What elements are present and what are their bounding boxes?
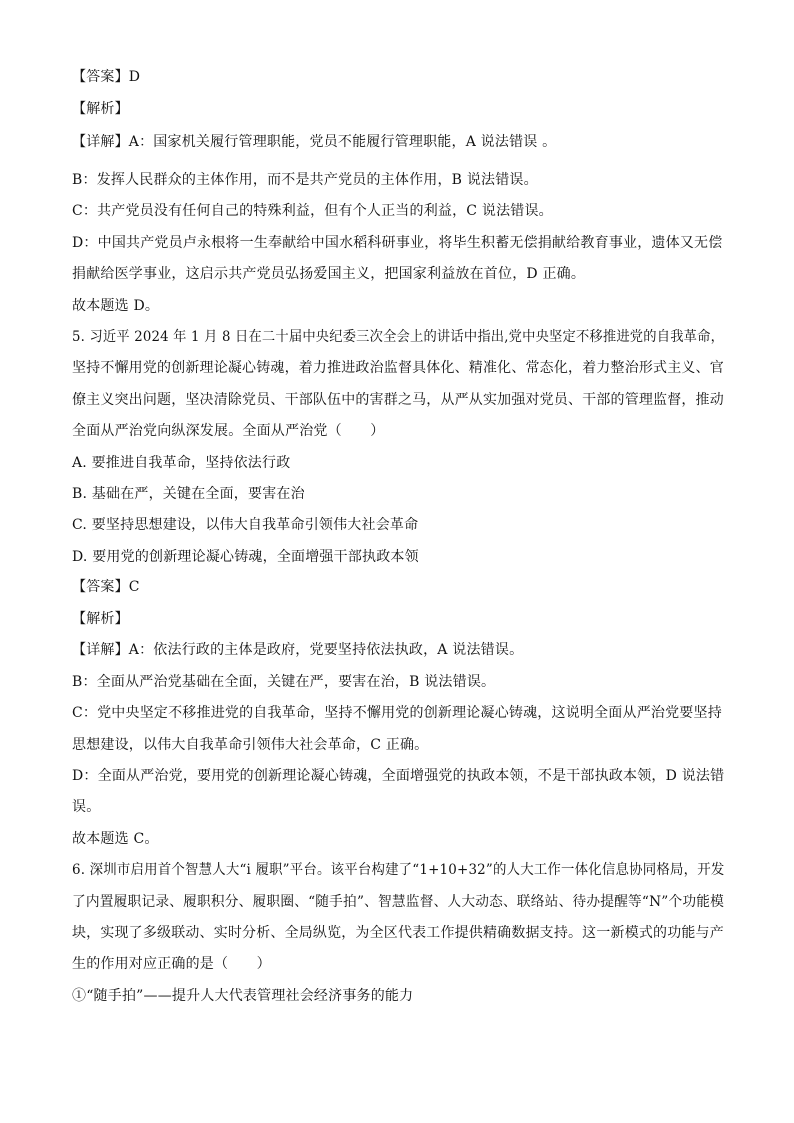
q5-answer: 【答案】C bbox=[72, 579, 140, 595]
q5-analysis-heading: 【解析】 bbox=[72, 611, 129, 627]
q6-item-1: ①“随手拍”——提升人大代表管理社会经济事务的能力 bbox=[72, 988, 414, 1004]
q5-option-d: D. 要用党的创新理论凝心铸魂，全面增强干部执政本领 bbox=[72, 549, 419, 565]
q5-detail-b: B：全面从严治党基础在全面，关键在严，要害在治，B 说法错误。 bbox=[72, 674, 496, 690]
q5-conclusion: 故本题选 C。 bbox=[72, 831, 159, 847]
q5-detail-c-line1: C：党中央坚定不移推进党的自我革命，坚持不懈用党的创新理论凝心铸魂，这说明全面从严治党要坚持 bbox=[72, 705, 722, 721]
q4-answer: 【答案】D bbox=[72, 69, 141, 85]
q5-detail-a: 【详解】A：依法行政的主体是政府，党要坚持依法执政，A 说法错误。 bbox=[72, 642, 524, 658]
q6-stem-line2: 了内置履职记录、履职积分、履职圈、“随手拍”、智慧监督、人大动态、联络站、待办提醒等“N”个功能模 bbox=[72, 894, 725, 910]
q5-option-b: B. 基础在严，关键在全面，要害在治 bbox=[72, 486, 305, 502]
q6-stem-line3: 块，实现了多级联动、实时分析、全局纵览，为全区代表工作提供精确数据支持。这一新模式的功能与产 bbox=[72, 925, 724, 941]
q4-detail-a: 【详解】A：国家机关履行管理职能，党员不能履行管理职能，A 说法错误 。 bbox=[72, 134, 557, 150]
q5-option-a: A. 要推进自我革命，坚持依法行政 bbox=[72, 455, 291, 471]
q5-stem-line4: 全面从严治党向纵深发展。全面从严治党（ ） bbox=[72, 423, 385, 439]
q4-detail-d-line1: D：中国共产党员卢永根将一生奉献给中国水稻科研事业，将毕生积蓄无偿捐献给教育事业，遗体又无偿 bbox=[72, 235, 723, 251]
q4-detail-b: B：发挥人民群众的主体作用，而不是共产党员的主体作用，B 说法错误。 bbox=[72, 172, 538, 188]
q4-conclusion: 故本题选 D。 bbox=[72, 298, 160, 314]
q5-detail-c-line2: 思想建设，以伟大自我革命引领伟大社会革命，C 正确。 bbox=[72, 737, 429, 753]
q4-analysis-heading: 【解析】 bbox=[72, 101, 129, 117]
q5-option-c: C. 要坚持思想建设，以伟大自我革命引领伟大社会革命 bbox=[72, 517, 419, 533]
q6-stem-line1: 6. 深圳市启用首个智慧人大“i 履职”平台。该平台构建了“1+10+32”的人大工作一体化信息协同格局，开发 bbox=[72, 862, 725, 878]
q4-detail-d-line2: 捐献给医学事业，这启示共产党员弘扬爱国主义，把国家利益放在首位，D 正确。 bbox=[72, 266, 586, 282]
q5-stem-line1: 5. 习近平 2024 年 1 月 8 日在二十届中央纪委三次全会上的讲话中指出,党中央坚定不移推进党的自我革命， bbox=[72, 329, 725, 345]
q4-detail-c: C：共产党员没有任何自己的特殊利益，但有个人正当的利益，C 说法错误。 bbox=[72, 203, 553, 219]
q5-stem-line2: 坚持不懈用党的创新理论凝心铸魂，着力推进政治监督具体化、精准化、常态化，着力整治形式主义、官 bbox=[72, 360, 724, 376]
q5-stem-line3: 僚主义突出问题，坚决清除党员、干部队伍中的害群之马，从严从实加强对党员、干部的管理监督，推动 bbox=[72, 392, 724, 408]
q5-detail-d-line2: 误。 bbox=[72, 799, 101, 815]
q5-detail-d-line1: D：全面从严治党，要用党的创新理论凝心铸魂，全面增强党的执政本领，不是干部执政本领，D 说法错 bbox=[72, 768, 725, 784]
q6-stem-line4: 生的作用对应正确的是（ ） bbox=[72, 956, 271, 972]
